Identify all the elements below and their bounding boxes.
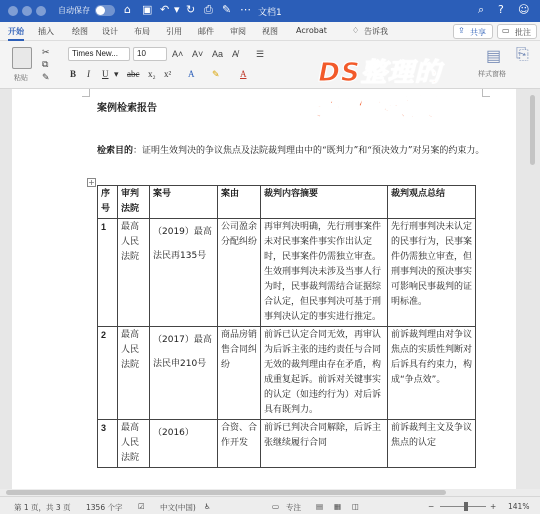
font-size-select[interactable]: 10 — [133, 47, 167, 61]
help-icon[interactable]: ? — [498, 3, 504, 16]
row-cause: 合资、合作开发 — [218, 420, 261, 468]
undo-icon[interactable]: ↶ — [160, 3, 170, 16]
row-court: 最高人民法院 — [118, 327, 150, 420]
purpose-text: ：证明生效判决的争议焦点及法院裁判理由中的“既判力”和“预决效力”对另案的约束力。 — [133, 146, 485, 156]
highlight-icon[interactable]: ✎ — [212, 69, 220, 79]
shrink-font-icon[interactable]: A˅ — [192, 49, 204, 59]
dictate-icon[interactable]: ⎘ — [516, 46, 529, 63]
tab-mailings[interactable]: 邮件 — [198, 27, 214, 36]
document-title: 文档1 — [258, 8, 282, 18]
focus-icon[interactable]: ▭ — [272, 502, 280, 511]
close-window-button[interactable] — [8, 6, 18, 16]
table-move-handle-icon[interactable]: + — [88, 178, 95, 187]
purpose-paragraph — [97, 141, 487, 162]
row-cause: 商品房销售合同纠纷 — [218, 327, 261, 420]
row-index: 2 — [98, 327, 118, 420]
horizontal-scrollbar-track — [0, 489, 540, 496]
page-info[interactable]: 第 1 页，共 3 页 — [14, 503, 71, 512]
paste-icon[interactable] — [12, 47, 32, 69]
bullets-icon[interactable]: ☰ — [256, 49, 265, 59]
paste-label: 粘贴 — [14, 74, 28, 82]
tab-home[interactable]: 开始 — [8, 27, 24, 36]
clear-format-icon[interactable]: A̸ — [232, 49, 239, 59]
document-heading: 案例检索报告 — [97, 103, 157, 114]
focus-label[interactable]: 专注 — [286, 503, 301, 512]
horizontal-scrollbar[interactable] — [6, 490, 446, 495]
print-icon[interactable]: ⎙ — [204, 3, 213, 16]
row-summary: 前诉已判决合同解除，后诉主张继续履行合同 — [261, 420, 388, 468]
case-table — [97, 185, 476, 468]
table-header-row — [98, 186, 476, 219]
table-row — [98, 420, 476, 468]
redo-icon[interactable]: ↻ — [186, 3, 196, 16]
share-label: 共享 — [470, 28, 486, 37]
overlay-title — [270, 52, 490, 124]
autosave-label: 自动保存 — [58, 6, 90, 15]
overlay-line-1: DS整理的 — [318, 58, 442, 88]
grow-font-icon[interactable]: A˄ — [172, 49, 184, 59]
zoom-out-icon[interactable]: − — [428, 502, 435, 511]
share-button[interactable] — [453, 24, 493, 39]
format-painter-icon[interactable]: ✎ — [222, 3, 232, 16]
row-court: 最高人民法院 — [118, 219, 150, 327]
language[interactable]: 中文(中国) — [160, 503, 196, 512]
tell-me-field[interactable]: 告诉我 — [364, 27, 388, 36]
header-case-number: 案号 — [150, 186, 218, 219]
zoom-slider-handle[interactable] — [464, 502, 468, 511]
proofing-icon[interactable]: ☑ — [138, 502, 145, 511]
copy-icon[interactable]: ⧉ — [42, 59, 49, 69]
more-icon[interactable]: ⋯ — [240, 3, 251, 16]
zoom-in-icon[interactable]: + — [490, 502, 497, 511]
accessibility-icon[interactable]: ♿ — [204, 502, 211, 511]
web-layout-icon[interactable]: ◫ — [352, 502, 360, 511]
cut-icon[interactable]: ✂ — [42, 47, 50, 57]
ribbon-tabs — [0, 22, 540, 41]
margin-marker — [82, 89, 90, 97]
zoom-slider[interactable] — [440, 506, 486, 507]
row-case-number: （2016） — [150, 420, 218, 468]
header-summary: 裁判内容摘要 — [261, 186, 388, 219]
word-count[interactable]: 1356 个字 — [86, 503, 123, 512]
purpose-label: 检索目的 — [97, 146, 134, 156]
comments-label: 批注 — [515, 28, 531, 37]
tab-review[interactable]: 审阅 — [230, 27, 246, 36]
minimize-window-button[interactable] — [22, 6, 32, 16]
row-opinion: 前诉裁判理由对争议焦点的实质性判断对后诉具有约束力，构成“争点效”。 — [388, 327, 476, 420]
print-layout-icon[interactable]: ▦ — [334, 502, 342, 511]
vertical-scrollbar[interactable] — [530, 95, 535, 165]
underline-icon[interactable]: U — [102, 69, 109, 79]
underline-dropdown-icon[interactable]: ▾ — [114, 69, 119, 79]
row-case-number: （2019）最高法民再135号 — [150, 219, 218, 327]
tab-design[interactable]: 设计 — [102, 27, 118, 36]
header-opinion: 裁判观点总结 — [388, 186, 476, 219]
row-summary: 前诉已认定合同无效，再审认为后诉主张的违约责任与合同无效的裁判理由存在矛盾，构成重复起诉。前诉对关键事实的认定（如违约行为）对后诉具有既判力。 — [261, 327, 388, 420]
strikethrough-icon[interactable]: abc — [127, 69, 140, 79]
table-row — [98, 219, 476, 327]
row-court: 最高人民法院 — [118, 420, 150, 468]
row-summary: 再审判决明确，先行刑事案件未对民事案件事实作出认定时，民事案件仍需独立审查。生效刑事判决未涉及当事人行为时，民事裁判需结合证据综合认定，但民事判决可基于刑事判决认定的事实进行推定。 — [261, 219, 388, 327]
tab-insert[interactable]: 插入 — [38, 27, 54, 36]
styles-pane-icon[interactable]: ▤ — [486, 48, 502, 65]
title-bar — [0, 0, 540, 22]
styles-pane-label: 样式窗格 — [478, 71, 506, 78]
bold-icon[interactable]: B — [70, 69, 77, 79]
lightbulb-icon: ♢ — [352, 26, 360, 35]
font-name-select[interactable]: Times New... — [68, 47, 130, 61]
undo-dropdown-icon[interactable]: ▾ — [174, 3, 180, 16]
share-icon: ⇪ — [458, 26, 465, 35]
font-color-icon[interactable]: A — [240, 69, 247, 79]
row-cause: 公司盈余分配纠纷 — [218, 219, 261, 327]
header-index: 序号 — [98, 186, 118, 219]
change-case-icon[interactable]: Aa — [212, 49, 224, 59]
status-bar — [0, 496, 540, 514]
row-index: 3 — [98, 420, 118, 468]
row-case-number: （2017）最高法民申210号 — [150, 327, 218, 420]
tab-draw[interactable]: 绘图 — [72, 27, 88, 36]
header-court: 审判法院 — [118, 186, 150, 219]
search-icon[interactable]: ⌕ — [478, 3, 485, 16]
superscript-icon[interactable]: x² — [164, 69, 172, 79]
home-icon[interactable]: ⌂ — [124, 3, 131, 16]
autosave-toggle[interactable] — [95, 5, 115, 16]
row-index: 1 — [98, 219, 118, 327]
tab-references[interactable]: 引用 — [166, 27, 182, 36]
tab-view[interactable]: 视图 — [262, 27, 278, 36]
subscript-icon[interactable]: x₂ — [148, 69, 156, 79]
read-mode-icon[interactable]: ▤ — [316, 502, 324, 511]
row-opinion: 先行刑事判决未认定的民事行为，民事案件仍需独立审查，但刑事判决的预决事实可影响民事裁判的证明标准。 — [388, 219, 476, 327]
overlay-line-2: 案例检索报告 — [296, 92, 464, 123]
account-icon[interactable]: ☺ — [518, 3, 530, 16]
zoom-window-button[interactable] — [36, 6, 46, 16]
row-opinion: 前诉裁判主文及争议焦点的认定 — [388, 420, 476, 468]
text-effects-icon[interactable]: A — [188, 69, 195, 79]
save-icon[interactable]: ▣ — [142, 3, 153, 16]
header-cause: 案由 — [218, 186, 261, 219]
format-painter-brush-icon[interactable]: ✎ — [42, 72, 50, 82]
comments-button[interactable] — [497, 24, 537, 39]
tab-acrobat[interactable]: Acrobat — [296, 26, 327, 35]
zoom-level[interactable]: 141% — [508, 502, 530, 511]
tab-layout[interactable]: 布局 — [134, 27, 150, 36]
italic-icon[interactable]: I — [87, 69, 90, 79]
document-canvas[interactable] — [0, 89, 540, 489]
table-row — [98, 327, 476, 420]
comment-icon: ▭ — [502, 26, 510, 35]
